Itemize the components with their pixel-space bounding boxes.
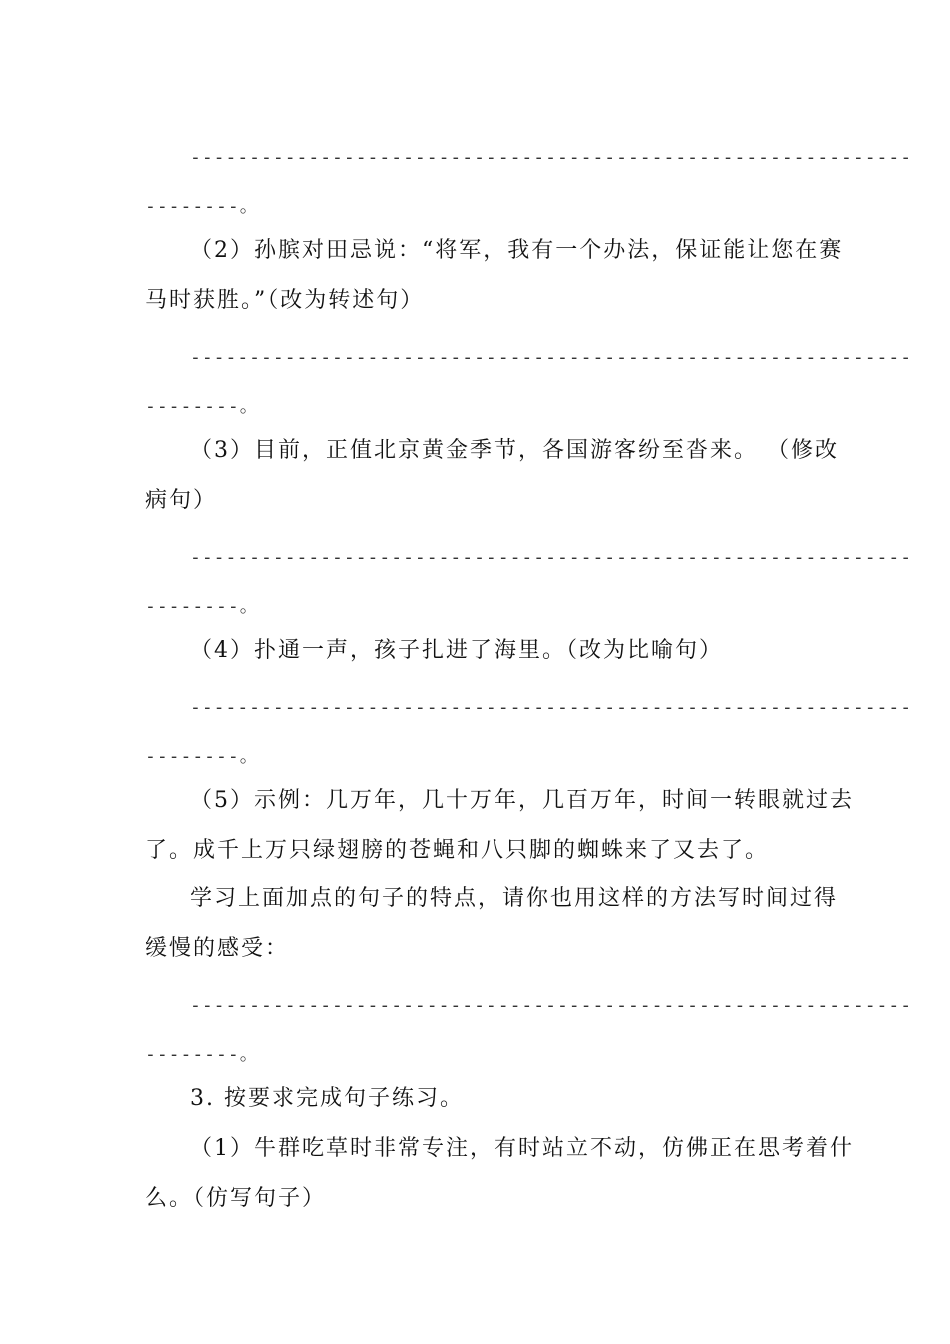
question-2-line-2: 马时获胜。”（改为转述句） bbox=[145, 288, 425, 313]
answer-line-1: ------------------------------------------------------------- bbox=[190, 147, 913, 168]
answer-line-5: ------------------------------------------------------------- bbox=[190, 995, 913, 1016]
answer-line-4-end: --------。 bbox=[145, 746, 259, 767]
question-4-line-1: （4）扑通一声，孩子扎进了海里。（改为比喻句） bbox=[190, 638, 723, 663]
section-3-question-1-line-2: 么。（仿写句子） bbox=[145, 1186, 327, 1211]
answer-line-2: ------------------------------------------------------------- bbox=[190, 347, 913, 368]
answer-line-3: ------------------------------------------------------------- bbox=[190, 547, 913, 568]
question-5-line-1: （5）示例：几万年，几十万年，几百万年，时间一转眼就过去 bbox=[190, 788, 854, 813]
question-5-line-3: 学习上面加点的句子的特点，请你也用这样的方法写时间过得 bbox=[190, 886, 839, 911]
answer-line-4: ------------------------------------------------------------- bbox=[190, 697, 913, 718]
question-3-line-2: 病句） bbox=[145, 488, 218, 513]
section-3-title: 3. 按要求完成句子练习。 bbox=[190, 1086, 464, 1111]
question-3-line-1: （3）目前，正值北京黄金季节，各国游客纷至沓来。 （修改 bbox=[190, 438, 839, 463]
question-5-line-2: 了。成千上万只绿翅膀的苍蝇和八只脚的蜘蛛来了又去了。 bbox=[145, 838, 770, 863]
answer-line-5-end: --------。 bbox=[145, 1044, 259, 1065]
question-2-line-1: （2）孙膑对田忌说：“将军，我有一个办法，保证能让您在赛 bbox=[190, 238, 844, 263]
answer-line-1-end: --------。 bbox=[145, 196, 259, 217]
section-3-question-1-line-1: （1）牛群吃草时非常专注，有时站立不动，仿佛正在思考着什 bbox=[190, 1136, 854, 1161]
question-5-line-4: 缓慢的感受： bbox=[145, 936, 290, 961]
answer-line-2-end: --------。 bbox=[145, 396, 259, 417]
answer-line-3-end: --------。 bbox=[145, 596, 259, 617]
